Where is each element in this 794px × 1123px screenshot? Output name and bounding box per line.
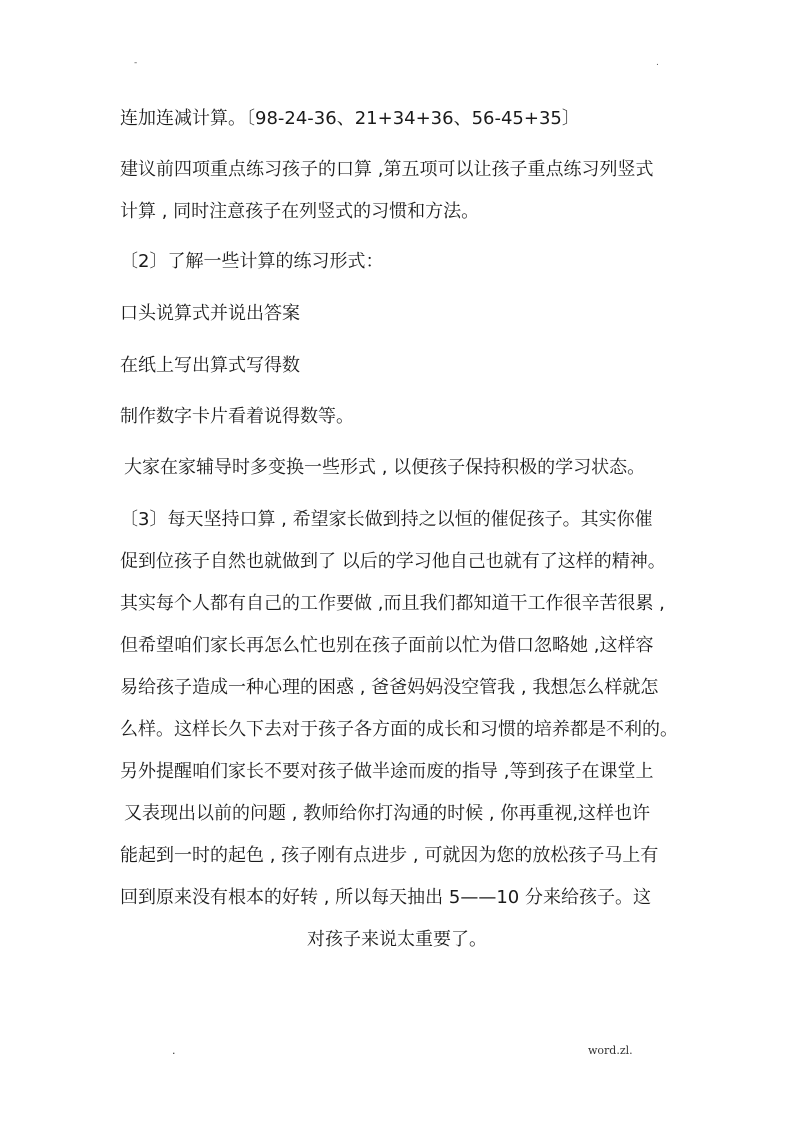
text-line: 又表现出以前的问题 , 教师给你打沟通的时候 , 你再重视,这样也许	[124, 803, 651, 824]
text-line: 促到位孩子自然也就做到了 以后的学习他自己也就有了这样的精神。	[120, 551, 666, 572]
text-line: 但希望咱们家长再怎么忙也别在孩子面前以忙为借口忽略她 ,这样容	[120, 635, 654, 656]
footer-left-mark: .	[172, 1044, 176, 1057]
text-line: 回到原来没有根本的好转 , 所以每天抽出 5——10 分来给孩子。这	[120, 887, 651, 908]
text-line: 大家在家辅导时多变换一些形式 , 以便孩子保持积极的学习状态。	[124, 457, 646, 478]
text-line-centered: 对孩子来说太重要了。	[307, 929, 487, 950]
text-line: 另外提醒咱们家长不要对孩子做半途而废的指导 ,等到孩子在课堂上	[120, 761, 654, 782]
text-line: 计算 , 同时注意孩子在列竖式的习惯和方法。	[120, 201, 480, 222]
text-line: 建议前四项重点练习孩子的口算 ,第五项可以让孩子重点练习列竖式	[120, 159, 654, 180]
text-line: 〔3〕每天坚持口算 , 希望家长做到持之以恒的催促孩子。其实你催	[120, 509, 653, 530]
text-line: 连加连减计算。〔98-24-36、21+34+36、56-45+35〕	[120, 108, 580, 129]
text-line: 么样。这样长久下去对于孩子各方面的成长和习惯的培养都是不利的。	[120, 719, 678, 740]
text-line: 口头说算式并说出答案	[120, 303, 300, 324]
header-right-mark: .	[656, 58, 659, 68]
footer-text: word.zl.	[588, 1044, 633, 1057]
text-line: 在纸上写出算式写得数	[120, 355, 300, 376]
text-line: 能起到一时的起色 , 孩子刚有点进步 , 可就因为您的放松孩子马上有	[120, 845, 659, 866]
text-line: 制作数字卡片看着说得数等。	[120, 406, 354, 427]
text-line: 〔2〕了解一些计算的练习形式：	[120, 251, 384, 272]
text-line: 其实每个人都有自己的工作要做 ,而且我们都知道干工作很辛苦很累 ,	[120, 593, 665, 614]
text-line: 易给孩子造成一种心理的困惑 , 爸爸妈妈没空管我 , 我想怎么样就怎	[120, 677, 659, 698]
header-left-mark: -	[134, 58, 138, 68]
